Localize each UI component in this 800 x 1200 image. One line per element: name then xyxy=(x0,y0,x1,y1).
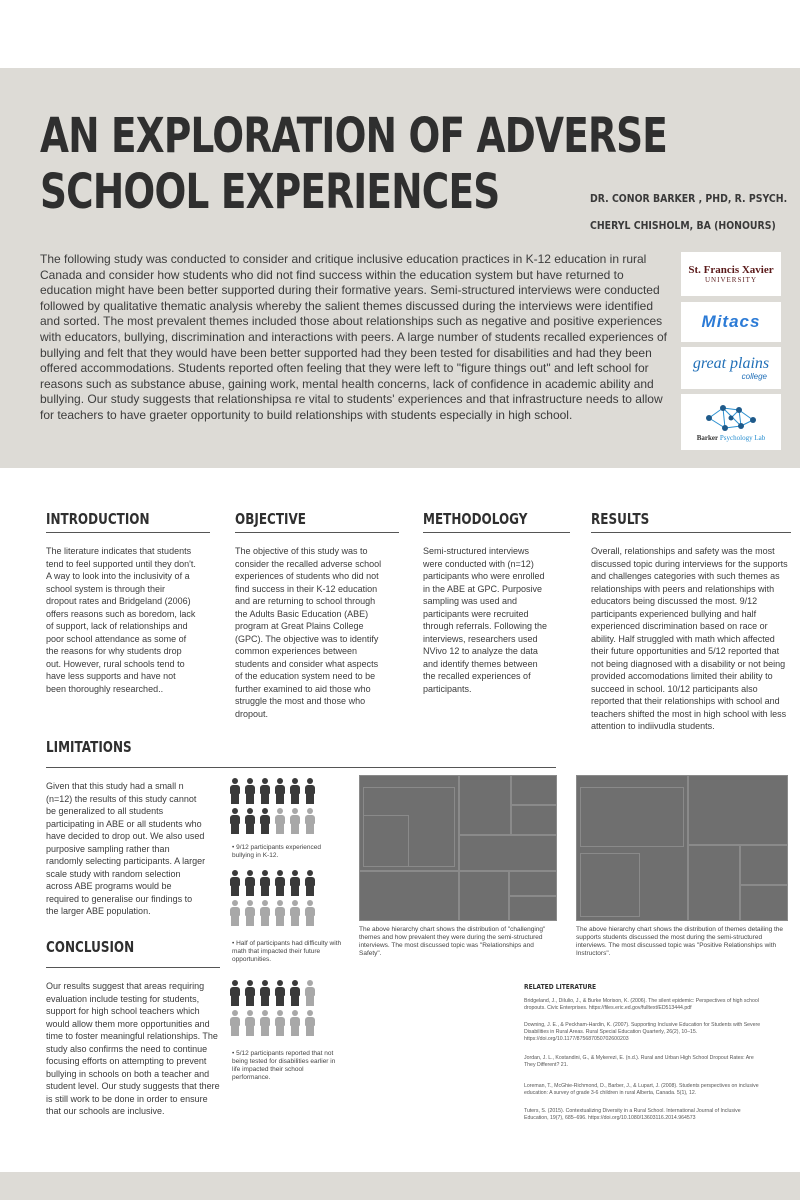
treemap-challenges-cell xyxy=(459,871,509,921)
treemap-supports-caption: The above hierarchy chart shows the distribution of themes detailing the supports students discussed the most during the semi-structured interviews. The most discussed topic was "Positive Relationships with Instructors". xyxy=(576,926,784,957)
person-icon xyxy=(243,980,257,1006)
person-icon xyxy=(243,870,257,896)
limitations-rule xyxy=(46,767,556,768)
person-icon xyxy=(303,900,317,926)
person-icon xyxy=(288,1010,302,1036)
treemap-challenges-cell xyxy=(509,871,557,896)
methodology-body: Semi-structured interviews were conducted with (n=12) participants who were enrolled in the ABE at GPC. Purposive sampling was used and participants were recruited through referrals. Following the interviews, researchers used NVivo 12 to analyze the data and identify themes between the recalled experiences of participants. xyxy=(423,546,548,694)
treemap-supports xyxy=(576,775,788,921)
stfx-logo xyxy=(681,252,781,296)
stfx-logo-sub: UNIVERSITY xyxy=(705,276,757,284)
treemap-challenges-subcell xyxy=(363,815,409,867)
limitations-body: Given that this study had a small n (n=12) the results of this study cannot be generalized to all students participating in ABE or all students who have decided to drop out. We also used purposive sampling rather than randomly selecting participants. A larger scale study with random selection across ABE programs would be required to generalise our findings to the larger ABE population. xyxy=(46,781,206,916)
person-icon xyxy=(288,980,302,1006)
title-line-1: AN EXPLORATION OF ADVERSE xyxy=(40,108,668,164)
footer-band xyxy=(0,1172,800,1200)
person-icon xyxy=(243,900,257,926)
person-icon xyxy=(288,870,302,896)
person-icon xyxy=(228,900,242,926)
treemap-supports-cell xyxy=(740,885,788,921)
treemap-supports-subcell xyxy=(580,853,640,917)
person-icon xyxy=(273,980,287,1006)
person-icon xyxy=(303,980,317,1006)
pictograph-math xyxy=(228,870,318,930)
treemap-challenges xyxy=(359,775,557,921)
poster-title xyxy=(40,108,668,220)
pictograph-bullying-caption-text: 9/12 participants experienced bullying in K-12. xyxy=(232,844,322,859)
barker-lab-b: Psychology Lab xyxy=(719,434,766,442)
treemap-challenges-cell xyxy=(459,835,557,871)
person-icon xyxy=(288,808,302,834)
objective-body: The objective of this study was to consider the recalled adverse school experiences of students who did not find success in their K-12 education and are returning to school through the Adults Basic Education (ABE) program at Great Plains College (GPC). The objective was to identify common experiences between students and consider what aspects of the education system need to be further examined to aid those who struggle the most and those who dropout. xyxy=(235,546,382,719)
person-icon xyxy=(228,980,242,1006)
introduction-rule xyxy=(46,532,210,533)
person-icon xyxy=(303,808,317,834)
barker-lab-logo xyxy=(681,394,781,450)
mitacs-logo-text: Mitacs xyxy=(701,312,761,331)
author-1: DR. CONOR BARKER , PHD, R. PSYCH. xyxy=(590,192,788,205)
pictograph-bullying-caption: • 9/12 participants experienced bullying in K-12. xyxy=(232,844,322,859)
limitations-heading: LIMITATIONS xyxy=(46,738,132,756)
person-icon xyxy=(288,778,302,804)
treemap-supports-cell xyxy=(688,845,740,921)
great-plains-logo-name: great plains xyxy=(692,354,770,372)
reference: Loreman, T., McGhie-Richmond, D., Barber, J., & Lupart, J. (2008). Students perspectives on inclusive education: A survey of grade 3-6 children in rural Alberta, Canada. 5(1), 12. xyxy=(524,1083,759,1096)
reference: Bridgeland, J., DiIulio, J., & Burke Morison, K. (2006). The silent epidemic: Perspectives of high school dropouts. Civic Enterprises. https://files.eric.ed.gov/fulltext/ED513444.pdf xyxy=(524,998,759,1011)
person-icon xyxy=(303,1010,317,1036)
mitacs-logo xyxy=(681,302,781,342)
person-icon xyxy=(273,870,287,896)
stfx-logo-name: St. Francis Xavier xyxy=(688,264,774,276)
person-icon xyxy=(273,900,287,926)
results-rule xyxy=(591,532,791,533)
treemap-supports-cell xyxy=(688,775,788,845)
person-icon xyxy=(273,808,287,834)
person-icon xyxy=(258,900,272,926)
treemap-supports-cell xyxy=(740,845,788,885)
barker-lab-a: Barker xyxy=(696,434,719,442)
person-icon xyxy=(288,900,302,926)
reference: Jordan, J. L., Kostandini, G., & Mykerezi, E. (n.d.). Rural and Urban High School Dropout Rates: Are They Different? 21. xyxy=(524,1055,754,1068)
conclusion-heading: CONCLUSION xyxy=(46,938,135,956)
pictograph-disabilities-caption-text: 5/12 participants reported that not being tested for disabilities earlier in life impacted their school performance. xyxy=(232,1050,336,1081)
results-body: Overall, relationships and safety was the most discussed topic during interviews for the supports and challenges categories with such themes as relationships with peers and relationships with educators being discussed the most. 9/12 participants experienced bullying and half experienced discrimination based on race or ability. Half struggled with math which affected their future opportunities and 5/12 reported that not being diagnosed with a disability or not being provided accomodations limited their ability to succeed in school. 10/12 participants also reported that their relationships with school and teachers shifted the most in high school with less attention to indiivudla students. xyxy=(591,546,788,731)
great-plains-logo-sub: college xyxy=(741,371,767,381)
methodology-heading: METHODOLOGY xyxy=(423,510,528,528)
barker-lab-text xyxy=(697,434,765,442)
great-plains-logo xyxy=(681,347,781,389)
pictograph-math-caption-text: Half of participants had difficulty with math that impacted their future opportunities. xyxy=(232,940,342,963)
person-icon xyxy=(258,980,272,1006)
network-icon xyxy=(701,402,761,434)
author-2: CHERYL CHISHOLM, BA (HONOURS) xyxy=(590,219,776,232)
person-icon xyxy=(258,1010,272,1036)
treemap-challenges-cell xyxy=(511,775,557,805)
treemap-challenges-cell xyxy=(509,896,557,921)
person-icon xyxy=(228,870,242,896)
objective-rule xyxy=(235,532,399,533)
person-icon xyxy=(258,808,272,834)
person-icon xyxy=(258,870,272,896)
abstract: The following study was conducted to consider and critique inclusive education practices in K-12 education in rural Canada and consider how students who did not find success within the education system but have returned to education might have been better supported during their formative years. Semi-structured interviews were conducted followed by qualitative thematic analysis whereby the salient themes discussed during the interviews were identified and sorted. The most prevalent themes included those about relationships such as negative and positive experiences with educators, bullying, discrimination and interactions with peers. A large number of students recalled experiences of bullying and felt that they would have been better supported had they been tested for disabilities and had they been offered accommodations. Students reported often feeling that they were left to "figure things out" and left school for reasons such as substance abuse, gaining work, mental health concerns, lack of confidence in academic ability and bullying. Our study suggests that relationshipsa re vital to students' experiences and that infrastructure needs to allow for teachers to have graeter opportunity to build relationships with students especially in high school. xyxy=(40,252,668,422)
pictograph-math-caption: • Half of participants had difficulty with math that impacted their future opportunities. xyxy=(232,940,342,963)
reference: Tuters, S. (2015). Contextualizing Diversity in a Rural School. International Journal of Inclusive Education, 19(7), 685–696. https://doi.org/10.1080/13603116.2014.964573 xyxy=(524,1108,741,1121)
treemap-supports-subcell xyxy=(580,787,684,847)
methodology-rule xyxy=(423,532,570,533)
introduction-body: The literature indicates that students tend to feel supported until they don't. A way to look into the inclusivity of a school system is through their dropout rates and Bridgeland (2006) offers reasons such as boredom, lack of support, lack of relationships and poor school attendance as some of the reasons for why students drop out. However, rural schools tend to have less supports and have not been thoroughly researched.. xyxy=(46,546,196,694)
treemap-challenges-cell xyxy=(511,805,557,835)
authors xyxy=(590,192,790,246)
pictograph-disabilities-caption: • 5/12 participants reported that not being tested for disabilities earlier in life impacted their school performance. xyxy=(232,1050,336,1081)
conclusion-body: Our results suggest that areas requiring evaluation include testing for students, support for high school teachers which would allow them more opportunities and time to foster meaningful relationships. The study also confirms the need to continue focusing efforts on attempting to prevent bullying in schools on both a teacher and student level. Our study suggests that there is still work to be done in order to ensure that our schools are inclusive. xyxy=(46,981,220,1116)
pictograph-disabilities xyxy=(228,980,318,1040)
pictograph-bullying xyxy=(228,778,318,838)
conclusion-rule xyxy=(46,967,220,968)
related-literature-heading: RELATED LITERATURE xyxy=(524,983,597,991)
objective-heading: OBJECTIVE xyxy=(235,510,306,528)
treemap-challenges-caption: The above hierarchy chart shows the distribution of "challenging" themes and how prevalent they were during the semi-structured interviews. The most discussed topic was "Relationships and Safety". xyxy=(359,926,546,957)
person-icon xyxy=(228,808,242,834)
reference: Downing, J. E., & Peckham-Hardin, K. (2007). Supporting Inclusive Education for Students with Severe Disabilities in Rural Areas. Rural Special Education Quarterly, 26(2), 10–15. https://doi.org/10.1177/875687050702600203 xyxy=(524,1022,761,1042)
person-icon xyxy=(273,1010,287,1036)
treemap-challenges-cell xyxy=(359,871,459,921)
treemap-challenges-cell xyxy=(459,775,511,835)
person-icon xyxy=(228,1010,242,1036)
person-icon xyxy=(258,778,272,804)
person-icon xyxy=(228,778,242,804)
person-icon xyxy=(303,778,317,804)
introduction-heading: INTRODUCTION xyxy=(46,510,150,528)
person-icon xyxy=(273,778,287,804)
person-icon xyxy=(243,808,257,834)
title-line-2: SCHOOL EXPERIENCES xyxy=(40,164,500,220)
person-icon xyxy=(243,1010,257,1036)
results-heading: RESULTS xyxy=(591,510,650,528)
person-icon xyxy=(303,870,317,896)
person-icon xyxy=(243,778,257,804)
